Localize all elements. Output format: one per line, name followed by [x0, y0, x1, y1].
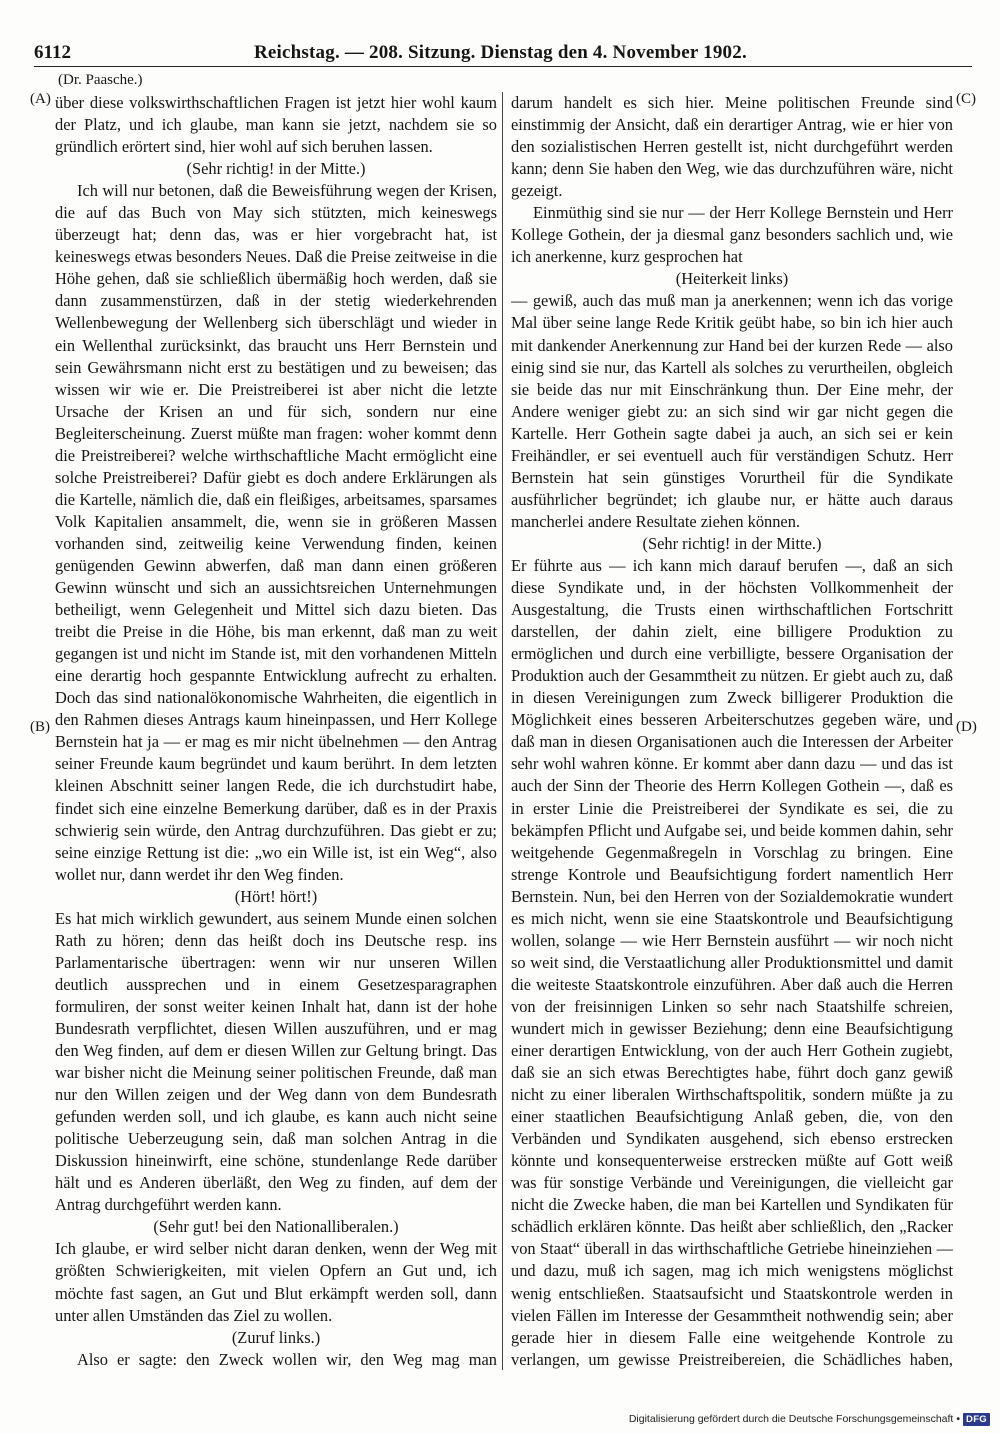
paragraph: — gewiß, auch das muß man ja anerkennen; wenn ich das vorige Mal über seine lange Rede Kritik geübt habe, so bin ich hier auch mit dankender Anerkennung zur Hand bei der kurzen Rede — also einig sind sie nur, das Kartell als solches zu verurtheilen, obgleich sie beide das nur mit Einschränkung thun. Der Eine mehr, der Andere weniger giebt zu: an sich sind wir gar nicht gegen die Kartelle. Herr Gothein sagte dabei ja auch, an sich sei er kein Freihändler, er sei eventuell auch für verständigen Schutz. Herr Bernstein hat sein günstiges Vorurtheil für die Syndikate ausführlicher begründet; ich glaube nur, er hätte auch daraus mancherlei andere Resultate ziehen können. [511, 291, 953, 531]
footer-separator: • [956, 1413, 961, 1425]
interjection: (Hört! hört!) [234, 886, 318, 906]
margin-mark-b: (B) [30, 719, 50, 735]
right-column [511, 92, 953, 1370]
page-header [34, 40, 972, 67]
dfg-logo: DFG [963, 1413, 990, 1426]
interjection: (Sehr richtig! in der Mitte.) [186, 159, 366, 179]
paragraph: über diese volkswirthschaftlichen Fragen ist jetzt hier wohl kaum der Platz, und ich glaube, man kann sie jetzt, nachdem sie so gründlich erörtert sind, hier wohl auf sich beruhen lassen. [55, 93, 497, 157]
paragraph: Ich will nur betonen, daß die Beweisführung wegen der Krisen, die auf das Buch von May sich stützten, mich keineswegs überzeugt hat; denn das, was er hier vorgebracht hat, ist keineswegs etwas besonders Neues. Daß die Preise zeitweise in die Höhe gehen, daß sie schließlich übermäßig hoch werden, daß sie dann zusammenstürzen, daß in der stetig wiederkehrenden Wellenbewegung der Wellenberg sich überschlägt und wieder in ein Wellenthal zurücksinkt, das braucht uns Herr Bernstein und sein Gewährsmann nicht erst zu bestätigen und zu beweisen; das wissen wir wie er. Die Preistreiberei ist aber nicht die letzte Ursache der Krisen an und für sich, sondern nur eine Begleiterscheinung. Zuerst müßte man fragen: woher kommt denn die Preistreiberei? welche wirthschaftliche Macht ermöglicht eine solche Preistreiberei? Dafür giebt es doch andere Erklärungen als die Kartelle, nämlich die, daß ein fleißiges, arbeitsames, sparsames Volk Kapitalien ansammelt, die, wenn sie in größeren Massen vorhanden sind, zeitweilig keine Verwendung finden, keinen genügenden Gewinn abwerfen, daß man dann einen größeren Gewinn wünscht und sich an aussichtsreichen Unternehmungen betheiligt, wenn Gelegenheit und Mittel sich dazu bieten. Das treibt die Preise in die Höhe, bis man erkennt, daß man zu weit gegangen ist und nicht im Stande ist, mit den vorhandenen Mitteln eine derartig hoch gespannte Entwicklung aufrecht zu erhalten. Doch das sind nationalökonomische Wahrheiten, die eigentlich in den Rahmen dieses Antrags kaum hineinpassen, und Herr Kollege Bernstein hat ja — er mag es mir nicht übelnehmen — den Antrag seiner Freunde kaum begründet und kaum berührt. In dem letzten kleinen Abschnitt seiner langen Rede, die ich durchstudirt habe, findet sich eine einzelne Bemerkung darüber, daß es in der Praxis schwierig sein würde, den Antrag durchzuführen. Das giebt er zu; seine einzige Rettung ist die: „wo ein Wille ist, ist ein Weg“, also wollet nur, dann werdet ihr den Weg finden. [55, 181, 497, 884]
running-title: Reichstag. — 208. Sitzung. Dienstag den 4. November 1902. [254, 42, 747, 63]
interjection: (Zuruf links.) [231, 1327, 321, 1347]
paragraph: Es hat mich wirklich gewundert, aus seinem Munde einen solchen Rath zu hören; denn das heißt doch ins Deutsche resp. ins Parlamentarische übertragen: wenn wir nur unseren Willen deutlich aussprechen und in einem Gesetzesparagraphen formuliren, der sonst weiter keinen Inhalt hat, dann ist der hohe Bundesrath verpflichtet, diesen Willen auszuführen, und er mag den Weg finden, auf dem er diesen Willen zur Geltung bringt. Das war bisher nicht die Meinung seiner politischen Freunde, daß man nur den Willen zeigen und der Weg dann von dem Bundesrath gefunden werden soll, und ich glaube, es kann auch nicht seine politische Ueberzeugung sein, daß man solchen Antrag in die Diskussion hineinwirft, eine schöne, stundenlange Rede darüber hält und es Anderen überläßt, den Weg zu finden, auf dem der Antrag durchgeführt werden kann. [55, 908, 497, 1215]
paragraph: Einmüthig sind sie nur — der Herr Kollege Bernstein und Herr Kollege Gothein, der ja diesmal ganz besonders sachlich und, wie ich anerkenne, kurz gesprochen hat [511, 203, 953, 267]
footer-credit [629, 1411, 990, 1427]
left-column [55, 92, 497, 1370]
margin-mark-c: (C) [956, 91, 976, 107]
speaker-label: (Dr. Paasche.) [58, 72, 143, 88]
margin-mark-d: (D) [956, 719, 977, 735]
paragraph: Also er sagte: den Zweck wollen wir, den Weg mag man [77, 1349, 497, 1369]
interjection: (Sehr gut! bei den Nationalliberalen.) [153, 1217, 399, 1237]
paragraph: Ich glaube, er wird selber nicht daran denken, wenn der Weg mit größten Schwierigkeiten, mit vielen Opfern an Gut und, ich möchte fast sagen, an Gut und Blut erkämpft werden soll, dann unter allen Umständen das Ziel zu wollen. [55, 1239, 497, 1325]
page-number: 6112 [34, 42, 71, 63]
column-divider [502, 92, 503, 1370]
paragraph: darum handelt es sich hier. Meine politischen Freunde sind einstimmig der Ansicht, daß ein derartiger Antrag, wie er hier von den sozialistischen Herren gestellt ist, nicht durchgeführt werden kann; denn Sie haben den Weg, wie das durchzuführen wäre, nicht gezeigt. [511, 93, 953, 201]
interjection: (Sehr richtig! in der Mitte.) [642, 533, 822, 553]
paragraph: Er führte aus — ich kann mich darauf berufen —, daß an sich diese Syndikate und, in der höchsten Vollkommenheit der Ausgestaltung, die Trusts einen wirthschaftlichen Fortschritt darstellen, der dahin zielt, eine billigere Produktion zu ermöglichen und durch eine verbilligte, bessere Organisation der Produktion auch der Gesammtheit zu nützen. Er giebt auch zu, daß in diesen Vereinigungen zum Zweck billigerer Produktion die Möglichkeit eines besseren Arbeiterschutzes gegeben wäre, und daß man in diesen Organisationen auch die Interessen der Arbeiter sehr wohl wahren könne. Er kommt aber dann dazu — und das ist auch der Sinn der Theorie des Herrn Kollegen Gothein —, daß es in erster Linie die Preistreiberei der Syndikate es sei, die zu bekämpfen Pflicht und Aufgabe sei, und beide kommen dahin, sehr weitgehende Gegenmaßregeln in Vorschlag zu bringen. Eine strenge Kontrole und Beaufsichtigung fordert namentlich Herr Bernstein. Nun, bei den Herren von der Sozialdemokratie wundert es mich nicht, wenn sie eine Staatskontrole und Beaufsichtigung wollen, solange — wie Herr Bernstein ausführt — wir noch nicht so weit sind, die Verstaatlichung aller Produktionsmittel und damit die weiteste Staatskontrole einzuführen. Aber daß auch die Herren von der freisinnigen Linken so sehr nach Staatshilfe schreien, wundert mich in gewisser Beziehung; denn eine Beaufsichtigung einer derartigen Entwicklung, von der auch Herr Gothein zugiebt, daß sie an sich etwas Berechtigtes habe, führt doch ganz gewiß nicht zu einer liberalen Wirthschaftspolitik, sondern müßte ja zu einer staatlichen Beaufsichtigung Anlaß geben, die, von den Verbänden und Syndikaten ausgehend, sich ebenso erstrecken könnte und konsequenterweise erstrecken müßte auf Gott weiß was für sonstige Verbände und Vereinigungen, die vielleicht gar nicht die Zwecke haben, die man bei Kartellen und Syndikaten für schädlich erklären könnte. Das heißt aber schließlich, den „Racker von Staat“ überall in das wirthschaftliche Getriebe hineinziehen — und dazu, muß ich sagen, mag ich mich wenigstens möglichst wenig entschließen. Staatsaufsicht und Staatskontrole werden in vielen Fällen im Interesse der Gesammtheit nothwendig sein; aber gerade hier in diesem Falle eine weitgehende Kontrole zu verlangen, um gewisse Preistreibereien, die Schädliches haben, [511, 555, 953, 1369]
interjection: (Heiterkeit links) [675, 269, 789, 289]
footer-text: Digitalisierung gefördert durch die Deutsche Forschungsgemeinschaft [628, 1413, 954, 1425]
margin-mark-a: (A) [30, 91, 51, 107]
